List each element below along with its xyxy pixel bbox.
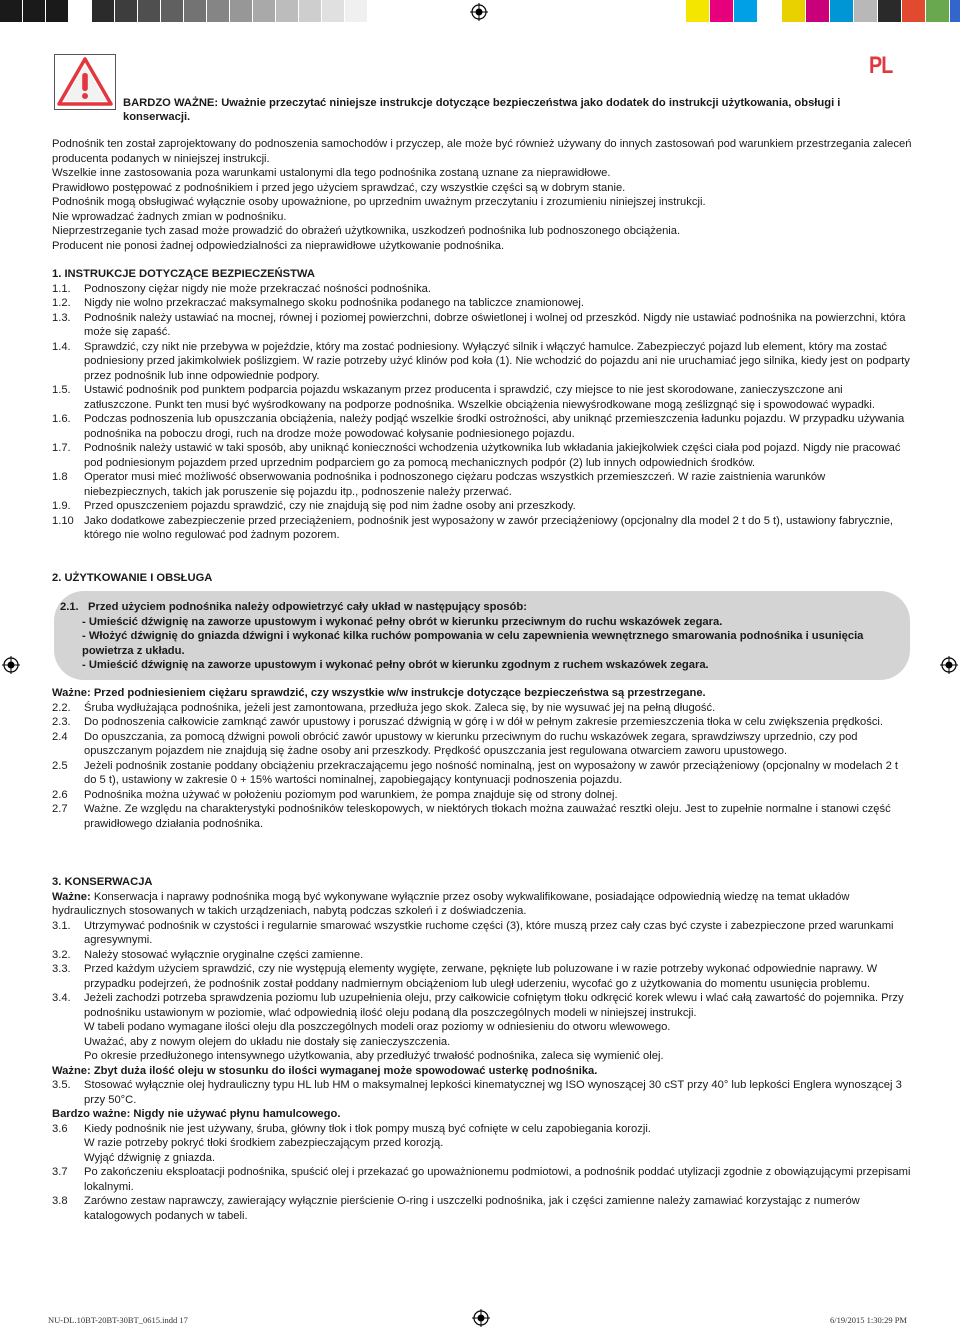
color-swatch <box>184 0 207 22</box>
color-swatch <box>782 0 806 22</box>
color-bar-left <box>0 0 368 22</box>
list-item <box>52 499 912 514</box>
section-title: 2. UŻYTKOWANIE I OBSŁUGA <box>52 572 213 584</box>
item-text: Śruba wydłużająca podnośnika, jeżeli jest zamontowana, przedłuża jego skok. Zaleca się, by nie wysuwać jej na pełną długość. <box>84 701 716 714</box>
continuation-line: Po okresie przedłużonego intensywnego użytkowania, aby przedłużyć trwałość podnośnika, zaleca się wymienić olej. <box>84 1050 664 1062</box>
list-item <box>52 788 912 803</box>
list-item <box>52 441 912 470</box>
item-text: Stosować wyłącznie olej hydrauliczny typu HL lub HM o maksymalnej lepkości kinematycznej wg ISO wynoszącej 30 cST przy 40° lub lepkości Englera wynoszącej 3 przy 50°C. <box>84 1079 902 1106</box>
section-maintenance <box>52 875 912 1223</box>
maintenance-list <box>52 1165 912 1223</box>
item-text: Zarówno zestaw naprawczy, zawierający wyłącznie pierścienie O-ring i uszczelki podnośnika, jak i części zamienne należy zamawiać korzystając z numerów katalogowych podanych w tabeli. <box>84 1195 860 1222</box>
intro-paragraph: Prawidłowo postępować z podnośnikiem i przed jego użyciem sprawdzać, czy wszystkie części są w dobrym stanie. <box>52 181 626 194</box>
color-swatch <box>69 0 92 22</box>
procedure-step: - Włożyć dźwignię do gniazda dźwigni i wykonać kilka ruchów pompowania w celu zapewnienia wewnętrznego smarowania podnośnika i usunięcia powietrza z układu. <box>82 630 864 657</box>
registration-mark-icon <box>2 656 20 674</box>
list-item <box>52 1078 912 1107</box>
item-text: Podczas podnoszenia lub opuszczania obciążenia, należy podjąć wszelkie środki ostrożności, aby uniknąć przemieszczenia ładunku pojazdu. W przypadku używania podnośnika na poboczu drogi, ruch na drodze może powodować kołysanie podniesionego pojazdu. <box>84 413 905 440</box>
section-title: 3. KONSERWACJA <box>52 876 153 888</box>
color-swatch <box>207 0 230 22</box>
item-text: Do opuszczania, za pomocą dźwigni powoli obrócić zawór upustowy w kierunku przeciwnym do ruchu wskazówek zegara, sprawdziwszy uprzednio, czy pod opuszczanym pojazdem nie znajdują się żadne osoby ani przeszkody. Prędkość opuszczania jest regulowana otwarciem zaworu upustowego. <box>84 730 858 757</box>
color-swatch <box>230 0 253 22</box>
color-swatch <box>92 0 115 22</box>
item-text: Podnoszony ciężar nigdy nie może przekraczać nośności podnośnika. <box>84 282 432 295</box>
intro-paragraph: Producent nie ponosi żadnej odpowiedzialności za nieprawidłowe użytkowanie podnośnika. <box>52 239 505 252</box>
item-number: 1.8 <box>52 471 68 483</box>
lead-label: Ważne: <box>52 890 91 903</box>
list-item <box>52 1194 912 1223</box>
item-number: 1.6. <box>52 413 71 425</box>
registration-mark-icon <box>472 1309 490 1327</box>
item-number: 3.2. <box>52 948 71 961</box>
item-text: Kiedy podnośnik nie jest używany, śruba, główny tłok i tłok pompy muszą być cofnięte w celu zapobiegania korozji. <box>84 1122 651 1135</box>
color-swatch <box>0 0 23 22</box>
color-swatch <box>46 0 69 22</box>
item-number: 1.4. <box>52 340 71 353</box>
continuation-line: W tabeli podano wymagane ilości oleju dla poszczególnych modeli oraz poziomy w odniesieniu do otworu wlewowego. <box>84 1021 671 1033</box>
item-number: 1.7. <box>52 442 71 454</box>
color-swatch <box>253 0 276 22</box>
item-number: 3.1. <box>52 919 71 932</box>
section-safety <box>52 267 912 543</box>
color-swatch <box>950 0 960 22</box>
item-text: Należy stosować wyłącznie oryginalne części zamienne. <box>84 948 364 961</box>
intro-paragraph: Nieprzestrzeganie tych zasad może prowadzić do obrażeń użytkownika, uszkodzeń podnośnika lub podnoszonego obciążenia. <box>52 225 681 237</box>
item-text: Operator musi mieć możliwość obserwowania podnośnika i podnoszonego ciężaru podczas wszystkich przemieszczeń. W razie zaistnienia warunków niebezpiecznych, takich jak poruszenie się pojazdu itp., podnoszenie należy przerwać. <box>84 471 826 498</box>
item-number: 3.3. <box>52 963 71 975</box>
color-swatch <box>902 0 926 22</box>
item-text: Podnośnik należy ustawić w taki sposób, aby uniknąć konieczności wchodzenia użytkownika lub wkładania jakiejkolwiek części ciała pod pojazd. Nigdy nie pracować pod podniesionym pojazdem przed uprzednim podparciem go za pomocą mechanicznych podpór (2) lub innych odpowiednich środków. <box>84 442 901 469</box>
color-swatch <box>299 0 322 22</box>
procedure-step: - Umieścić dźwignię na zaworze upustowym i wykonać pełny obrót w kierunku zgodnym z ruchem wskazówek zegara. <box>82 659 709 671</box>
color-swatch <box>758 0 782 22</box>
color-swatch <box>23 0 46 22</box>
color-swatch <box>276 0 299 22</box>
item-text: Przed każdym użyciem sprawdzić, czy nie występują elementy wygięte, zerwane, pęknięte lub poluzowane i w razie potrzeby wykonać odpowiednie naprawy. W przypadku podejrzeń, że podnośnik został poddany nadmiernym obciążeniom lub uległ uderzeniu, wycofać go z użytkowania do momentu usunięcia problemu. <box>84 963 878 990</box>
item-text: Przed użyciem podnośnika należy odpowietrzyć cały układ w następujący sposób: <box>88 601 527 613</box>
color-swatch <box>854 0 878 22</box>
item-number: 1.3. <box>52 311 71 324</box>
list-item <box>60 600 900 615</box>
color-swatch <box>138 0 161 22</box>
item-text: Jeżeli podnośnik zostanie poddany obciążeniu przekraczającemu jego nośność nominalną, jest on wyposażony w zawór przeciążeniowy (opcjonalny w modelach 2 t do 5 t), ustawiony w zakresie 0 + 15% wartości nominalnej, zapobiegający kontynuacji podnoszenia pojazdu. <box>84 759 899 786</box>
color-swatch <box>734 0 758 22</box>
intro-paragraph: Podnośnik ten został zaprojektowany do podnoszenia samochodów i przyczep, ale może być również używany do innych zastosowań pod warunkiem przestrzegania zaleceń producenta podanych w niniejszej instrukcji. <box>52 138 912 165</box>
list-item <box>52 340 912 384</box>
item-number: 2.5 <box>52 759 68 772</box>
item-number: 1.1. <box>52 282 71 295</box>
color-swatch <box>161 0 184 22</box>
list-item <box>52 514 912 543</box>
color-swatch <box>322 0 345 22</box>
important-note: Ważne: Przed podniesieniem ciężaru sprawdzić, czy wszystkie w/w instrukcje dotyczące bezpieczeństwa są przestrzegane. <box>52 687 706 699</box>
list-item <box>52 296 912 311</box>
section-title: 1. INSTRUKCJE DOTYCZĄCE BEZPIECZEŃSTWA <box>52 268 315 280</box>
list-item <box>52 1165 912 1194</box>
procedure-step: - Umieścić dźwignię na zaworze upustowym i wykonać pełny obrót w kierunku przeciwnym do ruchu wskazówek zegara. <box>82 615 723 628</box>
continuation-line: W razie potrzeby pokryć tłoki środkiem zabezpieczającym przed korozją. <box>84 1137 444 1149</box>
list-item <box>52 730 912 759</box>
continuation-line: Uważać, aby z nowym olejem do układu nie dostały się zanieczyszczenia. <box>84 1035 451 1048</box>
item-number: 3.7 <box>52 1166 68 1178</box>
list-item <box>52 311 912 340</box>
list-item <box>52 282 912 297</box>
item-number: 3.4. <box>52 992 71 1004</box>
item-text: Ustawić podnośnik pod punktem podparcia pojazdu wskazanym przez producenta i sprawdzić, czy miejsce to nie jest skorodowane, zanieczyszczone ani zatłuszczone. Punkt ten musi być wyśrodkowany na podporze podnośnika. Wszelkie obciążenia niewyśrodkowane mogą ześlizgnąć się i spowodować wypadki. <box>84 384 875 411</box>
item-number: 2.2. <box>52 701 71 714</box>
item-number: 2.7 <box>52 803 68 815</box>
intro-block <box>52 137 912 253</box>
section-usage <box>52 686 912 831</box>
maintenance-lead <box>52 890 912 919</box>
maintenance-list <box>52 919 912 1021</box>
item-number: 3.8 <box>52 1195 68 1207</box>
list-item <box>52 919 912 948</box>
color-swatch <box>806 0 830 22</box>
intro-paragraph: Wszelkie inne zastosowania poza warunkami ustalonymi dla tego podnośnika zostaną uznane za nieprawidłowe. <box>52 167 611 179</box>
continuation-line: Wyjąć dźwignię z gniazda. <box>84 1151 216 1164</box>
bleeding-procedure-text <box>60 600 900 673</box>
intro-paragraph: Nie wprowadzać żadnych zmian w podnośniku. <box>52 210 287 223</box>
color-bar-right <box>686 0 960 22</box>
list-item <box>52 948 912 963</box>
item-text: Nigdy nie wolno przekraczać maksymalnego skoku podnośnika podanego na tabliczce znamionowej. <box>84 297 584 309</box>
item-number: 1.9. <box>52 500 71 512</box>
item-number: 2.3. <box>52 716 71 728</box>
item-number: 1.10 <box>52 514 74 527</box>
color-swatch <box>710 0 734 22</box>
item-text: Podnośnika można używać w położeniu poziomym pod warunkiem, że pompa znajduje się od strony dolnej. <box>84 788 618 801</box>
item-number: 3.5. <box>52 1079 71 1091</box>
list-item <box>52 383 912 412</box>
item-text: Po zakończeniu eksploatacji podnośnika, spuścić olej i przekazać go upoważnionemu podmiotowi, a podnośnik poddać utylizacji zgodnie z obowiązującymi przepisami lokalnymi. <box>84 1166 911 1193</box>
lead-text: Konserwacja i naprawy podnośnika mogą być wykonywane wyłącznie przez osoby wykwalifikowane, posiadające odpowiednią wiedzę na temat układów hydraulicznych stosowanych w takich urządzeniach, nabytą podczas szkoleń i z doświadczenia. <box>52 890 850 917</box>
item-number: 3.6 <box>52 1122 68 1135</box>
safety-list <box>52 282 912 543</box>
item-text: Podnośnik należy ustawiać na mocnej, równej i poziomej powierzchni, dobrze oświetlonej i wolnej od przeszkód. Nigdy nie ustawiać podnośnika na powierzchni, która może się zapaść. <box>84 311 906 338</box>
item-number: 2.4 <box>52 730 68 743</box>
item-text: Ważne. Ze względu na charakterystyki podnośników teleskopowych, w niektórych tłokach można zauważać resztki oleju. Jest to zupełnie normalne i stanowi część prawidłowego działania podnośnika. <box>84 803 891 830</box>
color-swatch <box>345 0 368 22</box>
color-swatch <box>878 0 902 22</box>
list-item <box>52 412 912 441</box>
warning-heading: BARDZO WAŻNE: Uważnie przeczytać niniejsze instrukcje dotyczące bezpieczeństwa jako dodatek do instrukcji użytkowania, obsługi i konserwacji. <box>123 97 841 124</box>
list-item <box>52 715 912 730</box>
item-text: Do podnoszenia całkowicie zamknąć zawór upustowy i poruszać dźwignią w górę i w dół w pełnym zakresie przemieszczenia tłoka w celu zwiększenia prędkości. <box>84 716 884 728</box>
list-item <box>52 701 912 716</box>
item-text: Jeżeli zachodzi potrzeba sprawdzenia poziomu lub uzupełnienia oleju, przy całkowicie cofniętym tłoku odkręcić korek wlewu i wlać całą zawartość do pojemnika. Przy podnośniku ustawionym w poziomie, wlać odpowiednią ilość oleju podaną dla poszczególnych modeli w niniejszej instrukcji. <box>84 992 904 1019</box>
list-item <box>52 991 912 1020</box>
important-note: Bardzo ważne: Nigdy nie używać płynu hamulcowego. <box>52 1108 341 1120</box>
color-swatch <box>686 0 710 22</box>
color-swatch <box>926 0 950 22</box>
registration-mark-icon <box>470 3 488 21</box>
item-number: 1.2. <box>52 297 71 309</box>
list-item <box>52 1122 912 1137</box>
warning-triangle-icon <box>54 54 116 110</box>
footer-date: 6/19/2015 1:30:29 PM <box>830 1315 907 1325</box>
usage-list <box>52 701 912 832</box>
item-number: 2.6 <box>52 788 68 801</box>
item-text: Przed opuszczeniem pojazdu sprawdzić, czy nie znajdują się pod nim żadne osoby ani przeszkody. <box>84 500 576 512</box>
color-swatch <box>830 0 854 22</box>
footer-file: NU-DL.10BT-20BT-30BT_0615.indd 17 <box>48 1315 188 1325</box>
language-tag: PL <box>869 52 893 79</box>
section-usage-title-wrap <box>52 571 912 586</box>
item-text: Sprawdzić, czy nikt nie przebywa w pojeździe, który ma zostać podniesiony. Wyłączyć silnik i włączyć hamulce. Zabezpieczyć pojazd lub element, który ma zostać podniesiony przed jakimkolwiek poślizgiem. W razie potrzeby użyć klinów pod koła (1). Nie wchodzić do pojazdu ani nie uruchamiać jego silnika, kiedy jest on podparty przez podnośnik lub inne odpowiednie podpory. <box>84 340 910 382</box>
color-swatch <box>115 0 138 22</box>
item-text: Utrzymywać podnośnik w czystości i regularnie smarować wszystkie ruchome części (3), które muszą przez cały czas być czyste i zabezpieczone przed warunkami agresywnymi. <box>84 919 894 946</box>
list-item <box>52 759 912 788</box>
item-number: 1.5. <box>52 384 71 396</box>
list-item <box>52 802 912 831</box>
important-note: Ważne: Zbyt duża ilość oleju w stosunku do ilości wymaganej może spowodować usterkę podnośnika. <box>52 1064 598 1077</box>
item-text: Jako dodatkowe zabezpieczenie przed przeciążeniem, podnośnik jest wyposażony w zawór przeciążeniowy (opcjonalny dla model 2 t do 5 t), ustawiony fabrycznie, którego nie wolno regulować pod żadnym pozorem. <box>84 514 894 541</box>
list-item <box>52 470 912 499</box>
item-number: 2.1. <box>60 601 79 613</box>
intro-paragraph: Podnośnik mogą obsługiwać wyłącznie osoby upoważnione, po uprzednim uważnym przeczytaniu i zrozumieniu niniejszej instrukcji. <box>52 196 706 208</box>
list-item <box>52 962 912 991</box>
registration-mark-icon <box>940 656 958 674</box>
